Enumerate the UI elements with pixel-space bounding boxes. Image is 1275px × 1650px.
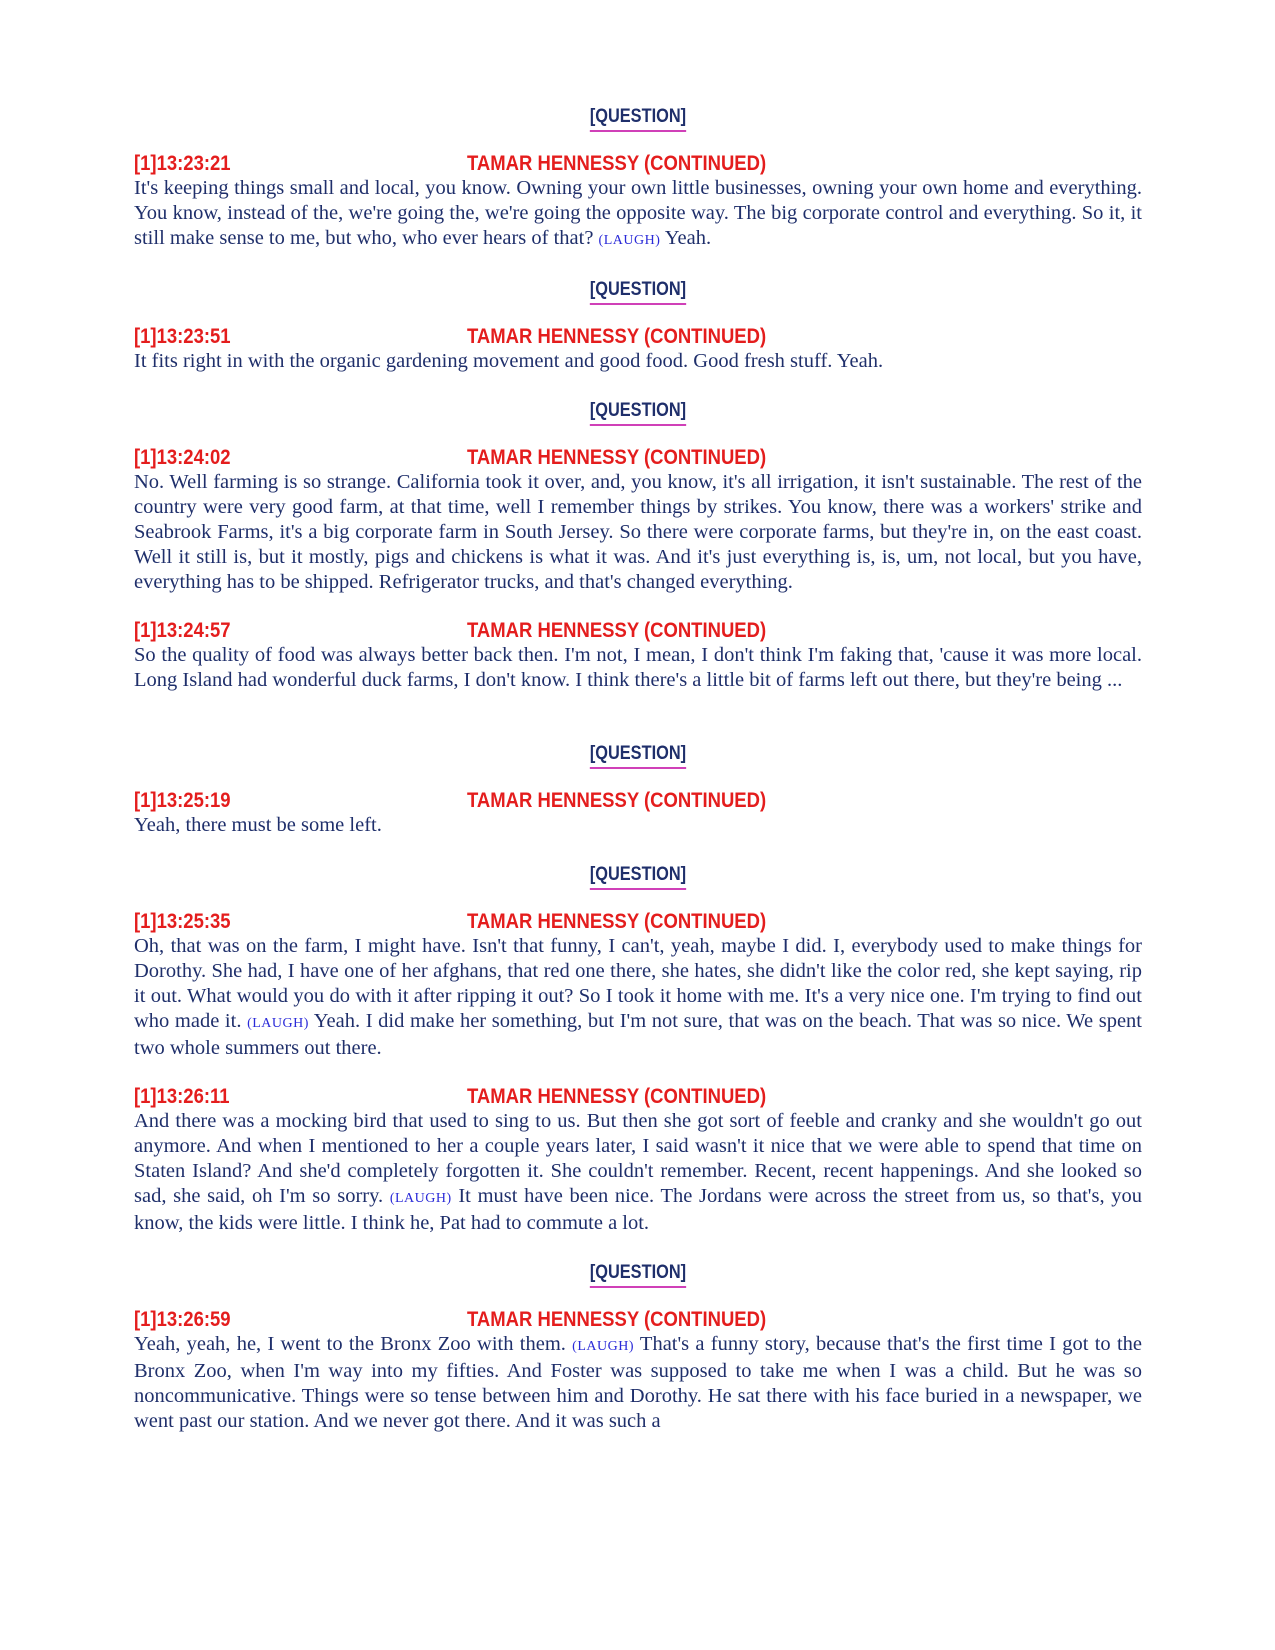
speaker-name: TAMAR HENNESSY (CONTINUED) (467, 789, 767, 812)
transcript-page (134, 104, 1142, 1434)
transcript-entry (134, 1085, 1142, 1236)
transcript-entry (134, 152, 1142, 253)
entry-text: Oh, that was on the farm, I might have. Isn't that funny, I can't, yeah, maybe I did. I, everybody used to make things for Dorothy. She had, I have one of her afghans, that red one there, she hates, she didn't like the color red, she kept saying, rip it out. What would you do with it after ripping it out? So I took it home with me. It's a very nice one. I'm trying to find out who made it. (LAUGH) Yeah. I did make her something, but I'm not sure, that was on the beach. That was so nice. We spent two whole summers out there. (134, 935, 1143, 1059)
laugh-annotation: (LAUGH) (598, 233, 661, 248)
speaker-name: TAMAR HENNESSY (CONTINUED) (467, 446, 767, 469)
transcript-entry (134, 325, 1142, 374)
question-label: QUESTION (595, 279, 681, 300)
entry-text: Yeah, yeah, he, I went to the Bronx Zoo with them. (LAUGH) That's a funny story, because that's the first time I got to the Bronx Zoo, when I'm way into my fifties. And Foster was supposed to take me when I was a child. But he was so noncommunicative. Things were so tense between him and Dorothy. He sat there with his face buried in a newspaper, we went past our station. And we never got there. And it was such a (134, 1333, 1142, 1432)
question-marker: [QUESTION] (134, 1260, 1142, 1288)
question-label: QUESTION (595, 743, 681, 764)
question-marker: [QUESTION] (134, 277, 1142, 305)
entry-text: Yeah, there must be some left. (134, 814, 382, 836)
transcript-entry (134, 619, 1142, 693)
speaker-name: TAMAR HENNESSY (CONTINUED) (467, 619, 767, 642)
timecode: [1]13:25:35 (134, 910, 231, 933)
entry-text: No. Well farming is so strange. California took it over, and, you know, it's all irrigation, it isn't sustainable. The rest of the country were very good farm, at that time, well I remember things by strikes. You know, there was a workers' strike and Seabrook Farms, it's a big corporate farm in South Jersey. So there were corporate farms, but they're in, on the east coast. Well it still is, but it mostly, pigs and chickens is what it was. And it's just everything is, is, um, not local, but you have, everything has to be shipped. Refrigerator trucks, and that's changed everything. (134, 471, 1142, 593)
speaker-name: TAMAR HENNESSY (CONTINUED) (467, 1085, 767, 1108)
entry-text: So the quality of food was always better back then. I'm not, I mean, I don't think I'm faking that, 'cause it was more local. Long Island had wonderful duck farms, I don't know. I think there's a little bit of farms left out there, but they're being ... (134, 644, 1142, 691)
transcript-entry (134, 910, 1142, 1061)
timecode: [1]13:26:11 (134, 1085, 230, 1108)
question-label: QUESTION (595, 1262, 681, 1283)
laugh-annotation: (LAUGH) (389, 1191, 452, 1206)
question-marker: [QUESTION] (134, 398, 1142, 426)
question-marker: [QUESTION] (134, 104, 1142, 132)
timecode: [1]13:26:59 (134, 1308, 231, 1331)
entry-text: It's keeping things small and local, you know. Owning your own little businesses, owning your own home and everything. You know, instead of the, we're going the, we're going the opposite way. The big corporate control and everything. So it, it still make sense to me, but who, who ever hears of that? (LAUGH) Yeah. (134, 177, 1142, 249)
question-label: QUESTION (595, 106, 681, 127)
timecode: [1]13:23:21 (134, 152, 231, 175)
speaker-name: TAMAR HENNESSY (CONTINUED) (467, 152, 767, 175)
timecode: [1]13:23:51 (134, 325, 231, 348)
speaker-name: TAMAR HENNESSY (CONTINUED) (467, 325, 767, 348)
laugh-annotation: (LAUGH) (572, 1339, 634, 1354)
transcript-entry (134, 446, 1142, 595)
speaker-name: TAMAR HENNESSY (CONTINUED) (467, 1308, 767, 1331)
question-label: QUESTION (595, 864, 681, 885)
question-marker: [QUESTION] (134, 862, 1142, 890)
timecode: [1]13:25:19 (134, 789, 231, 812)
transcript-entry (134, 789, 1142, 838)
question-label: QUESTION (595, 400, 681, 421)
timecode: [1]13:24:02 (134, 446, 231, 469)
entry-text: It fits right in with the organic gardening movement and good food. Good fresh stuff. Yeah. (134, 350, 884, 372)
timecode: [1]13:24:57 (134, 619, 231, 642)
entry-text: And there was a mocking bird that used to sing to us. But then she got sort of feeble and cranky and she wouldn't go out anymore. And when I mentioned to her a couple years later, I said wasn't it nice that we were able to spend that time on Staten Island? And she'd completely forgotten it. She couldn't remember. Recent, recent happenings. And she looked so sad, she said, oh I'm so sorry. (LAUGH) It must have been nice. The Jordans were across the street from us, so that's, you know, the kids were little. I think he, Pat had to commute a lot. (134, 1110, 1143, 1234)
speaker-name: TAMAR HENNESSY (CONTINUED) (467, 910, 767, 933)
question-marker: [QUESTION] (134, 741, 1142, 769)
laugh-annotation: (LAUGH) (247, 1016, 309, 1031)
transcript-entry (134, 1308, 1142, 1434)
